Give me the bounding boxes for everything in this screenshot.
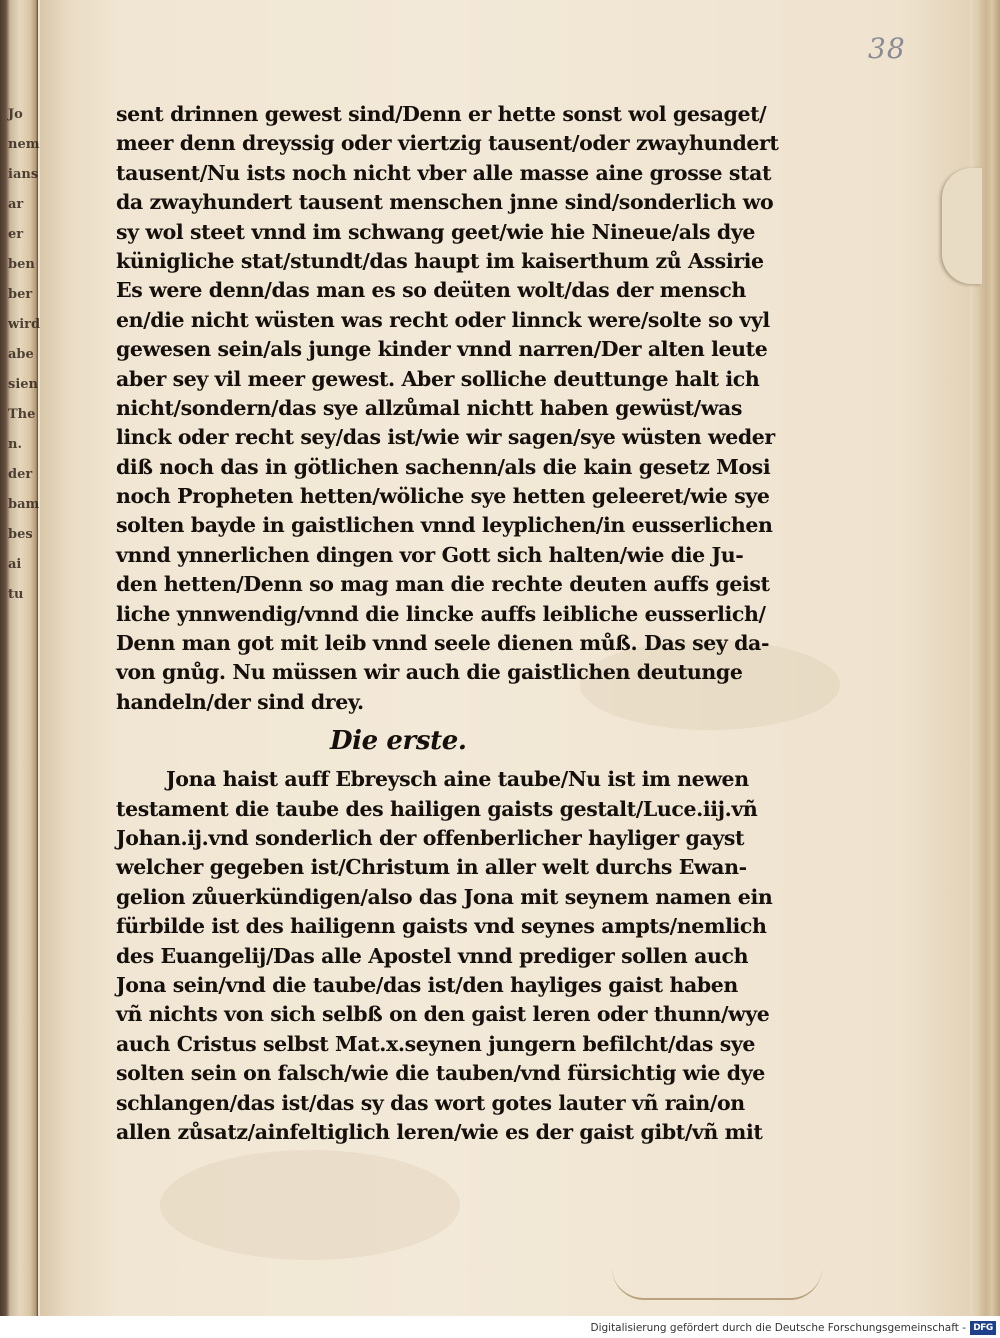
section-paragraph	[116, 765, 776, 1147]
text-line: auch Cristus selbst Mat.x.seynen jungern befilcht/das sye	[116, 1031, 756, 1056]
paper-stain	[160, 1150, 460, 1260]
previous-page-fragment: ar	[8, 197, 24, 212]
text-line: allen zůsatz/ainfeltiglich leren/wie es der gaist gibt/vñ mit	[116, 1119, 763, 1144]
text-line: vnnd ynnerlichen dingen vor Gott sich halten/wie die Ju-	[116, 542, 744, 567]
previous-page-text-fragments	[8, 100, 41, 610]
previous-page-fragment: n.	[8, 437, 22, 452]
previous-page-fragment: tu	[8, 587, 24, 602]
previous-page-fragment: ben	[8, 257, 35, 272]
page-number: 38	[868, 32, 906, 65]
text-line: den hetten/Denn so mag man die rechte deuten auffs geist	[116, 572, 770, 597]
text-line: liche ynnwendig/vnnd die lincke auffs leibliche eusserlich/	[116, 601, 766, 626]
body-text	[116, 100, 779, 1147]
previous-page-fragment: bam	[8, 497, 40, 512]
text-line: sent drinnen gewest sind/Denn er hette sonst wol gesaget/	[116, 102, 767, 126]
text-line: vñ nichts von sich selbß on den gaist leren oder thunn/wye	[116, 1002, 770, 1027]
text-line: des Euangelij/Das alle Apostel vnnd prediger sollen auch	[116, 943, 749, 968]
text-line: gewesen sein/als junge kinder vnnd narren/Der alten leute	[116, 337, 768, 362]
section-heading: Die erste.	[330, 726, 467, 757]
previous-page-fragment: ber	[8, 287, 33, 302]
text-line: Jona haist auff Ebreysch aine taube/Nu ist im newen	[166, 767, 749, 792]
previous-page-fragment: wird	[8, 317, 41, 332]
footer-credit-text: Digitalisierung gefördert durch die Deutsche Forschungsgemeinschaft -	[590, 1322, 966, 1334]
text-line: noch Propheten hetten/wöliche sye hetten geleeret/wie sye	[116, 484, 770, 509]
text-line: aber sey vil meer gewest. Aber solliche deuttunge halt ich	[116, 366, 760, 391]
page-fold-tab	[942, 168, 982, 284]
text-line: tausent/Nu ists noch nicht vber alle masse aine grosse stat	[116, 160, 772, 185]
text-line: handeln/der sind drey.	[116, 689, 364, 714]
text-line: da zwayhundert tausent menschen jnne sind/sonderlich wo	[116, 190, 774, 215]
text-line: schlangen/das ist/das sy das wort gotes lauter vñ rain/on	[116, 1090, 745, 1115]
text-line: diß noch das in götlichen sachenn/als die kain gesetz Mosi	[116, 454, 771, 479]
previous-page-fragment: er	[8, 227, 24, 242]
previous-page-fragment: ai	[8, 557, 22, 572]
page-bottom-curl	[612, 1268, 822, 1300]
text-line: solten sein on falsch/wie die tauben/vnd fürsichtig wie dye	[116, 1061, 765, 1086]
text-line: künigliche stat/stundt/das haupt im kaiserthum zů Assirie	[116, 248, 764, 273]
text-line: Es were denn/das man es so deüten wolt/das der mensch	[116, 278, 746, 303]
previous-page-fragment: nem	[8, 137, 40, 152]
previous-page-fragment: ians	[8, 167, 39, 182]
text-line: fürbilde ist des hailigenn gaists vnd seynes ampts/nemlich	[116, 914, 767, 939]
text-line: meer denn dreyssig oder viertzig tausent/oder zwayhundert	[116, 131, 779, 156]
main-paragraph	[116, 100, 779, 717]
dfg-logo: DFG	[970, 1321, 996, 1335]
text-line: gelion zůuerkündigen/also das Jona mit seynem namen ein	[116, 884, 773, 909]
digitization-footer	[0, 1316, 1000, 1338]
previous-page-fragment: Jo	[8, 107, 23, 122]
text-line: Denn man got mit leib vnnd seele dienen můß. Das sey da-	[116, 631, 770, 656]
text-line: welcher gegeben ist/Christum in aller welt durchs Ewan-	[116, 855, 747, 880]
text-line: solten bayde in gaistlichen vnnd leyplichen/in eusserlichen	[116, 513, 773, 538]
previous-page-fragment: der	[8, 467, 33, 482]
previous-page-fragment: sien	[8, 377, 38, 392]
text-line: sy wol steet vnnd im schwang geet/wie hie Nineue/als dye	[116, 219, 755, 244]
text-line: Johan.ij.vnd sonderlich der offenberlicher hayliger gayst	[116, 825, 745, 850]
previous-page-fragment: The	[8, 407, 36, 422]
text-line: nicht/sondern/das sye allzůmal nichtt haben gewüst/was	[116, 395, 743, 420]
previous-page-fragment: bes	[8, 527, 33, 542]
text-line: von gnůg. Nu müssen wir auch die gaistlichen deutunge	[116, 660, 743, 685]
text-line: testament die taube des hailigen gaists gestalt/Luce.iij.vñ	[116, 796, 758, 821]
text-line: en/die nicht wüsten was recht oder linnck were/solte so vyl	[116, 307, 770, 332]
previous-page-edge	[0, 0, 41, 1338]
previous-page-fragment: abe	[8, 347, 34, 362]
text-line: linck oder recht sey/das ist/wie wir sagen/sye wüsten weder	[116, 425, 775, 450]
text-line: Jona sein/vnd die taube/das ist/den hayliges gaist haben	[116, 972, 738, 997]
